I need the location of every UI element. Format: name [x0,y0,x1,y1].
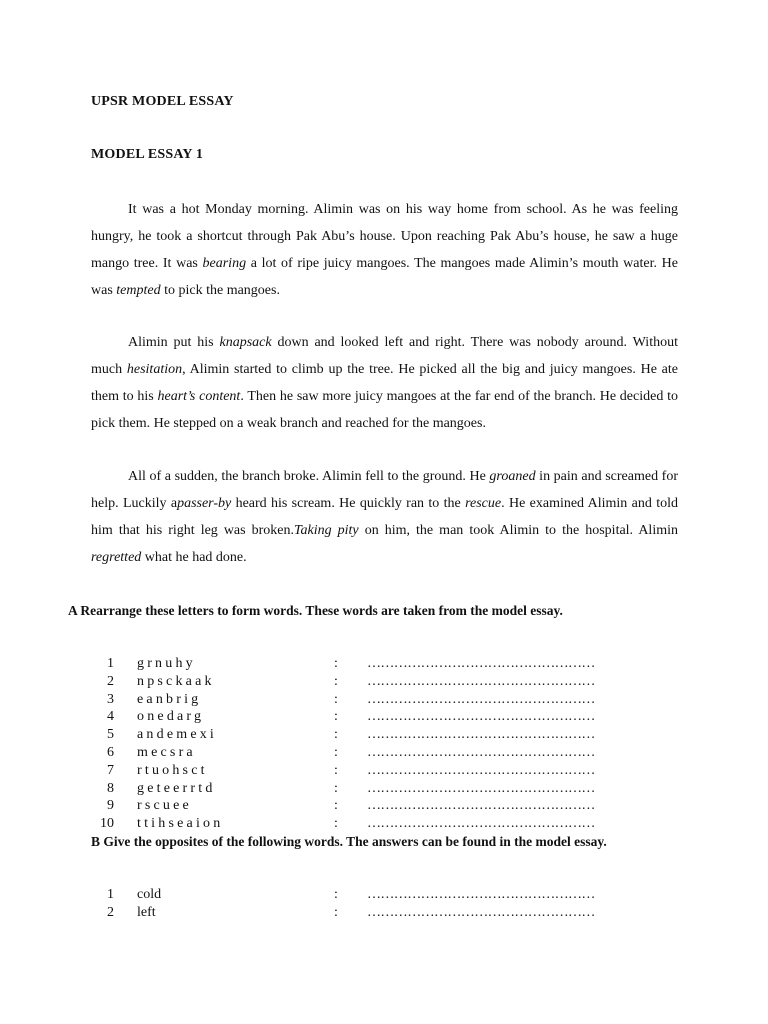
scrambled-word: rscuee [137,798,192,814]
italic-term: heart’s content [157,389,241,404]
essay-text: . Then he saw more juicy mangoes at the far end of the branch. He decided to pick them. He stepped on a weak branch and reached for the mangoes. [91,389,678,431]
answer-blank[interactable]: …………………………………………… [367,887,595,902]
colon-separator: : [334,762,338,778]
section-a-title: A Rearrange these letters to form words. These words are taken from the model essay. [68,603,563,618]
item-number: 10 [100,816,114,832]
italic-term: rescue [465,496,502,511]
exercise-row [96,692,656,710]
item-number: 8 [107,780,114,796]
essay-paragraph-3 [91,463,678,571]
answer-blank[interactable]: …………………………………………… [367,798,595,814]
colon-separator: : [334,816,338,832]
answer-blank[interactable]: …………………………………………… [367,709,595,725]
colon-separator: : [334,673,338,689]
scrambled-word: andemexi [137,727,218,743]
colon-separator: : [334,691,338,707]
essay-text: , Alimin started to climb up the tree. He picked all the big and juicy mangoes. He ate them to his [91,362,678,404]
italic-term: bearing [202,256,247,271]
scrambled-word: eanbrig [137,691,202,707]
exercise-row [96,887,656,905]
exercise-row [96,798,656,816]
essay-paragraph-1 [91,196,678,304]
section-b-title: B Give the opposites of the following words. The answers can be found in the model essay. [91,834,607,849]
italic-term: hesitation [126,362,183,377]
essay-text: in pain and screamed for help. Luckily a [91,469,678,511]
exercise-row [96,816,656,834]
colon-separator: : [334,709,338,725]
essay-text: All of a sudden, the branch broke. Alimin fell to the ground. He [128,469,490,484]
exercise-row [96,674,656,692]
exercise-row [96,781,656,799]
exercise-row [96,656,656,674]
item-number: 6 [107,745,114,760]
document-title: UPSR MODEL ESSAY [91,94,234,109]
item-number: 1 [107,887,114,902]
colon-separator: : [334,905,338,920]
answer-blank[interactable]: …………………………………………… [367,780,595,796]
essay-text: to pick the mangoes. [160,283,280,298]
italic-term: regretted [91,550,142,565]
answer-blank[interactable]: …………………………………………… [367,727,595,743]
prompt-word: left [137,905,156,920]
answer-blank[interactable]: …………………………………………… [367,673,595,689]
scrambled-word: rtuohsct [137,762,208,778]
item-number: 7 [107,762,114,778]
answer-blank[interactable]: …………………………………………… [367,691,595,707]
italic-term: Taking pity [294,523,359,538]
colon-separator: : [334,656,338,671]
exercise-row [96,763,656,781]
item-number: 2 [107,673,114,689]
colon-separator: : [334,798,338,814]
exercise-row [96,727,656,745]
exercise-row [96,709,656,727]
scrambled-word: mecsra [137,745,196,760]
scrambled-word: npsckaak [137,673,215,689]
essay-text: It was a hot Monday morning. Alimin was on his way home from school. As he was feeling hungry, he took a shortcut through Pak Abu’s house. Upon reaching Pak Abu’s house, he saw a huge mango tree. It was [91,202,678,271]
italic-term: passer-by [177,496,232,511]
scrambled-word: ttihseaion [137,816,224,832]
colon-separator: : [334,780,338,796]
essay-text: what he had done. [141,550,247,565]
italic-term: groaned [489,469,536,484]
essay-text: Alimin put his [128,335,220,350]
essay-text: down and looked left and right. There was nobody around. Without much [91,335,678,377]
colon-separator: : [334,745,338,760]
essay-text: a lot of ripe juicy mangoes. The mangoes made Alimin’s mouth water. He was [91,256,678,298]
italic-term: tempted [116,283,161,298]
item-number: 1 [107,656,114,671]
answer-blank[interactable]: …………………………………………… [367,816,595,832]
answer-blank[interactable]: …………………………………………… [367,656,595,671]
item-number: 3 [107,691,114,707]
colon-separator: : [334,887,338,902]
exercise-row [96,745,656,763]
essay-text: heard his scream. He quickly ran to the [231,496,466,511]
item-number: 5 [107,727,114,743]
item-number: 4 [107,709,114,725]
italic-term: knapsack [219,335,272,350]
item-number: 2 [107,905,114,920]
exercise-row [96,905,656,923]
scrambled-word: grnuhy [137,656,196,671]
scrambled-word: geteerrtd [137,780,216,796]
essay-text: . He examined Alimin and told him that his right leg was broken. [91,496,678,538]
answer-blank[interactable]: …………………………………………… [367,745,595,760]
answer-blank[interactable]: …………………………………………… [367,905,595,920]
scrambled-word: onedarg [137,709,205,725]
essay-paragraph-2 [91,329,678,437]
colon-separator: : [334,727,338,743]
essay-subtitle: MODEL ESSAY 1 [91,147,204,162]
item-number: 9 [107,798,114,814]
answer-blank[interactable]: …………………………………………… [367,762,595,778]
essay-text: on him, the man took Alimin to the hospital. Alimin [358,523,678,538]
prompt-word: cold [137,887,162,902]
